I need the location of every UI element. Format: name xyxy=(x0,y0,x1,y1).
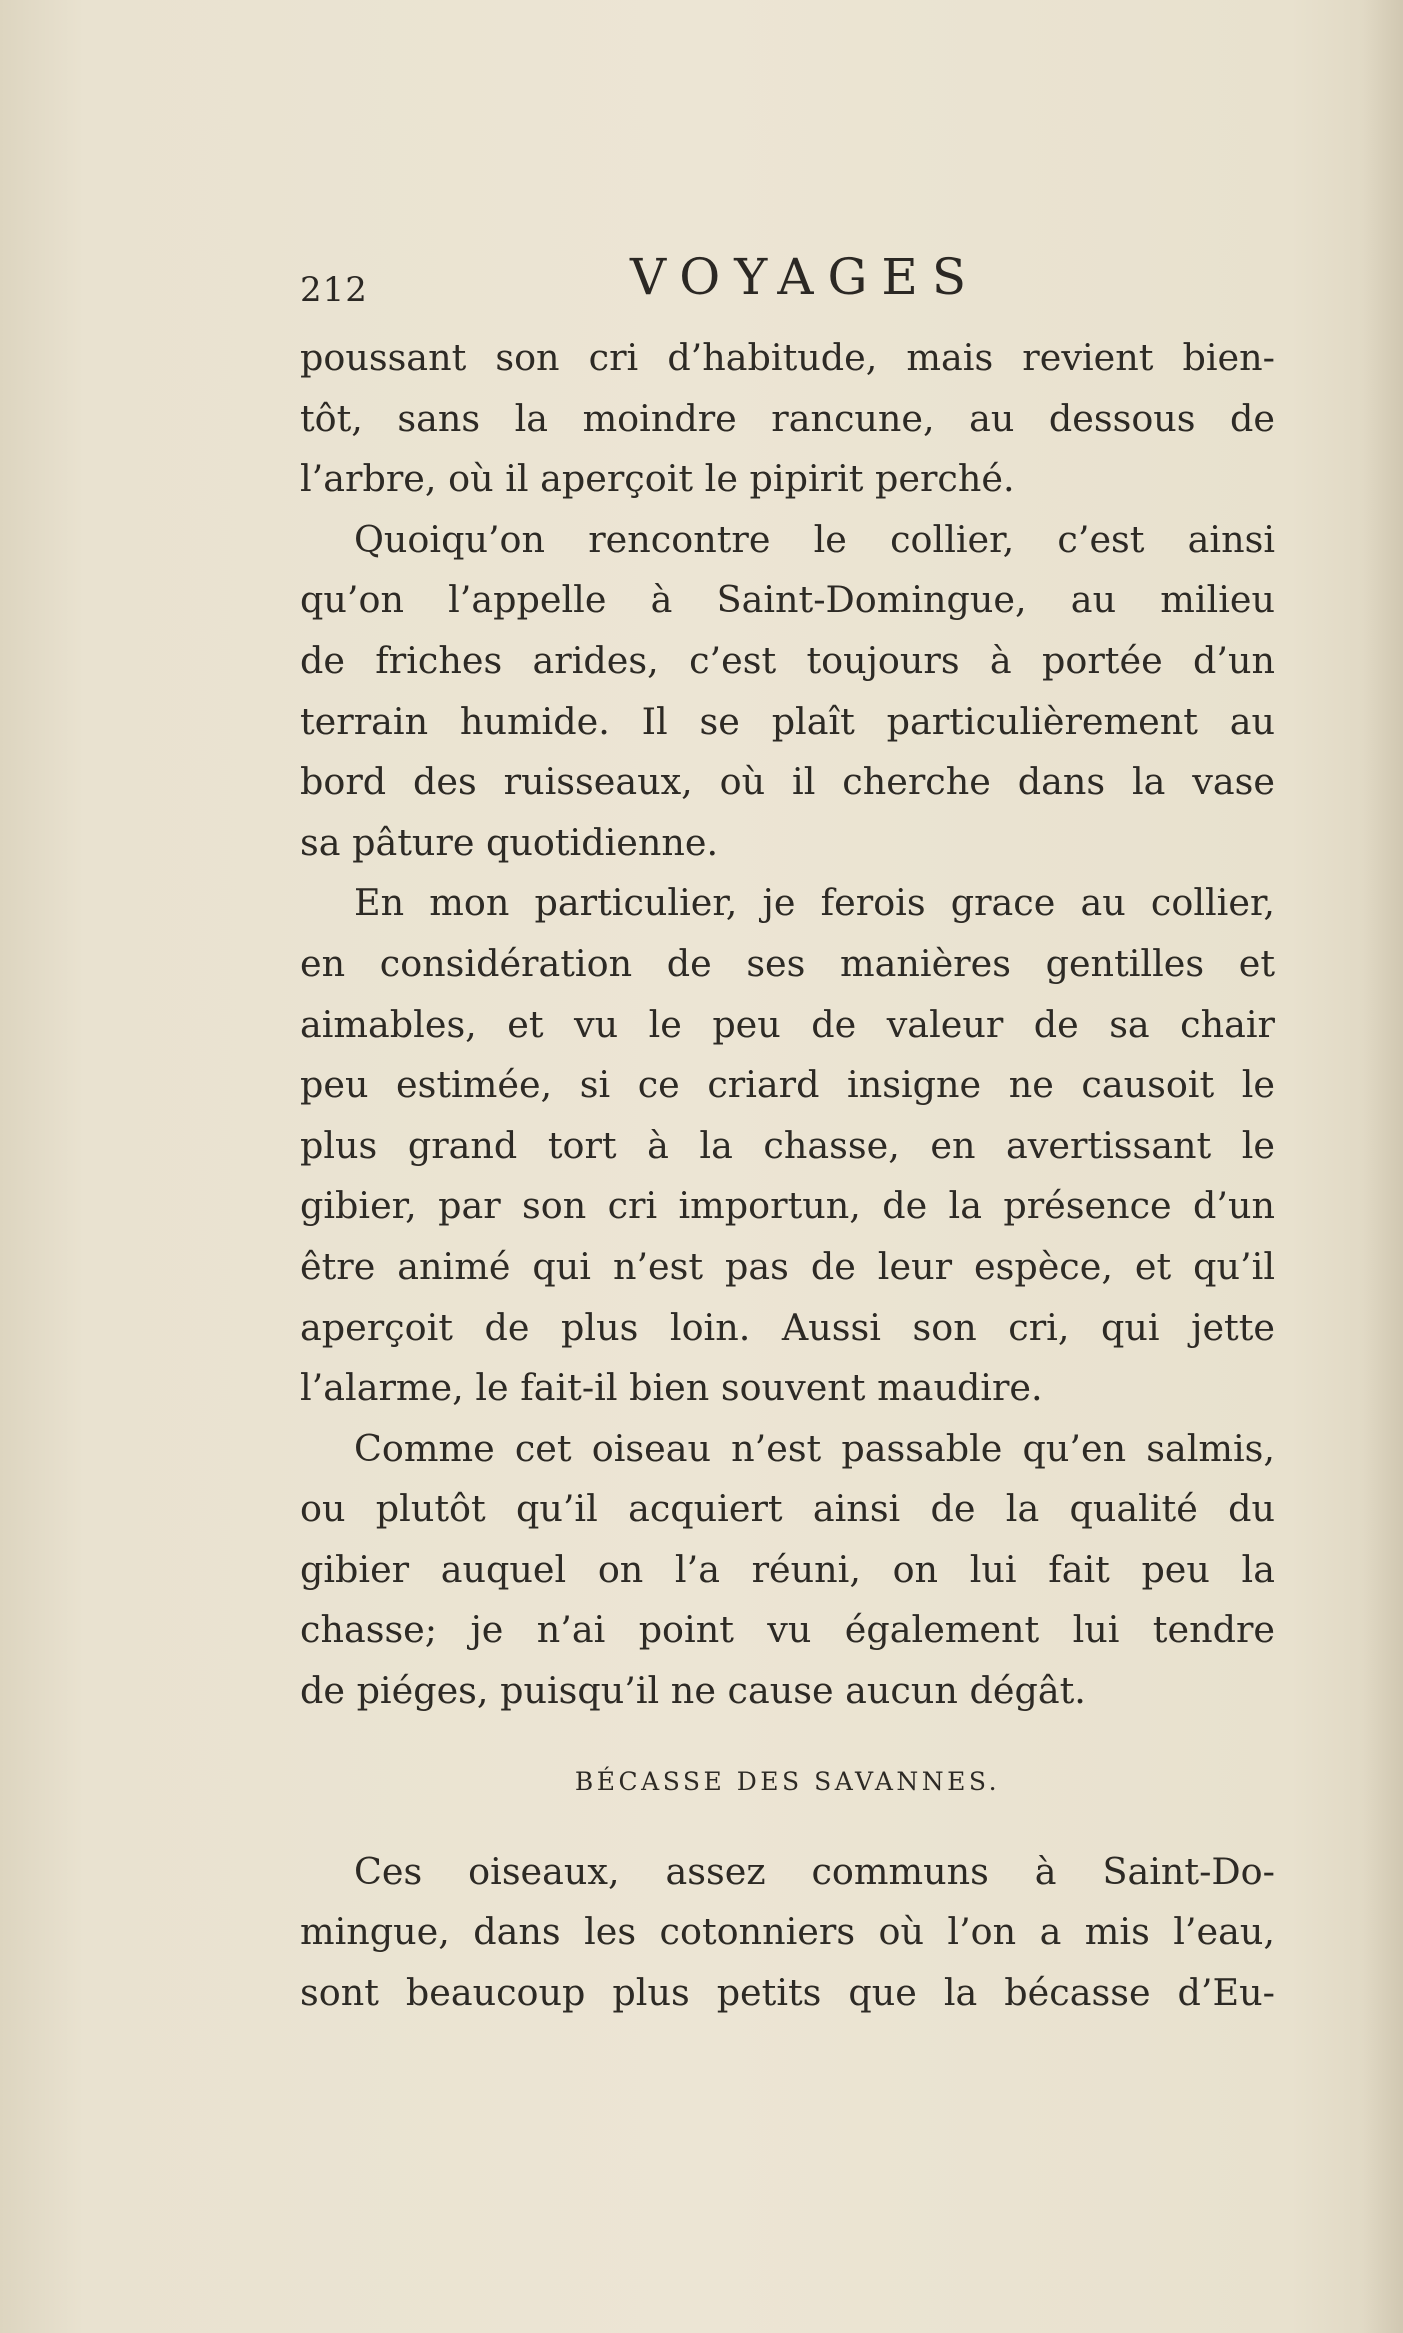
paragraph-line: gibier auquel on l’a réuni, on lui fait peu la xyxy=(300,1547,1275,1591)
paragraph-line: Ces oiseaux, assez communs à Saint-Do- xyxy=(354,1849,1275,1893)
paragraph-line: chasse; je n’ai point vu également lui tendre xyxy=(300,1608,1275,1652)
paragraph-line: tôt, sans la moindre rancune, au dessous de xyxy=(300,396,1275,440)
paragraph-line: Quoiqu’on rencontre le collier, c’est ainsi xyxy=(354,517,1275,561)
paragraph-line: aimables, et vu le peu de valeur de sa chair xyxy=(300,1002,1275,1046)
body-text xyxy=(300,328,1275,2023)
paragraph-line: En mon particulier, je ferois grace au collier, xyxy=(354,881,1275,925)
paragraph-line: poussant son cri d’habitude, mais revient bien- xyxy=(300,336,1275,379)
paragraph-line: bord des ruisseaux, où il cherche dans la vase xyxy=(300,760,1275,804)
paragraph-line: Comme cet oiseau n’est passable qu’en salmis, xyxy=(354,1426,1275,1470)
paragraph-line: l’arbre, où il aperçoit le pipirit perché. xyxy=(300,457,1015,501)
page-header xyxy=(300,248,1280,318)
page-number: 212 xyxy=(300,270,368,310)
paragraph-line: être animé qui n’est pas de leur espèce, et qu’il xyxy=(300,1244,1275,1288)
paragraph-line: terrain humide. Il se plaît particulièrement au xyxy=(300,699,1275,743)
paragraph-line: ou plutôt qu’il acquiert ainsi de la qualité du xyxy=(300,1487,1275,1531)
paragraph-line: en considération de ses manières gentilles et xyxy=(300,941,1275,985)
paragraph-line: aperçoit de plus loin. Aussi son cri, qui jette xyxy=(300,1305,1275,1349)
paragraph-line: plus grand tort à la chasse, en avertissant le xyxy=(300,1123,1275,1167)
paragraph-line: sa pâture quotidienne. xyxy=(300,820,719,864)
paragraph-line: de friches arides, c’est toujours à portée d’un xyxy=(300,638,1275,682)
paragraph-line: mingue, dans les cotonniers où l’on a mis l’eau, xyxy=(300,1910,1275,1954)
paragraph-line: sont beaucoup plus petits que la bécasse d’Eu- xyxy=(300,1970,1275,2014)
paragraph-line: peu estimée, si ce criard insigne ne causoit le xyxy=(300,1063,1275,1107)
paragraph-line: qu’on l’appelle à Saint-Domingue, au milieu xyxy=(300,578,1275,622)
running-title: VOYAGES xyxy=(630,248,981,306)
paragraph-line: de piéges, puisqu’il ne cause aucun dégât. xyxy=(300,1669,1086,1713)
paragraph-line: l’alarme, le fait-il bien souvent maudire. xyxy=(300,1366,1043,1410)
paragraph-line: gibier, par son cri importun, de la présence d’un xyxy=(300,1184,1275,1228)
section-heading: BÉCASSE DES SAVANNES. xyxy=(574,1766,1001,1796)
